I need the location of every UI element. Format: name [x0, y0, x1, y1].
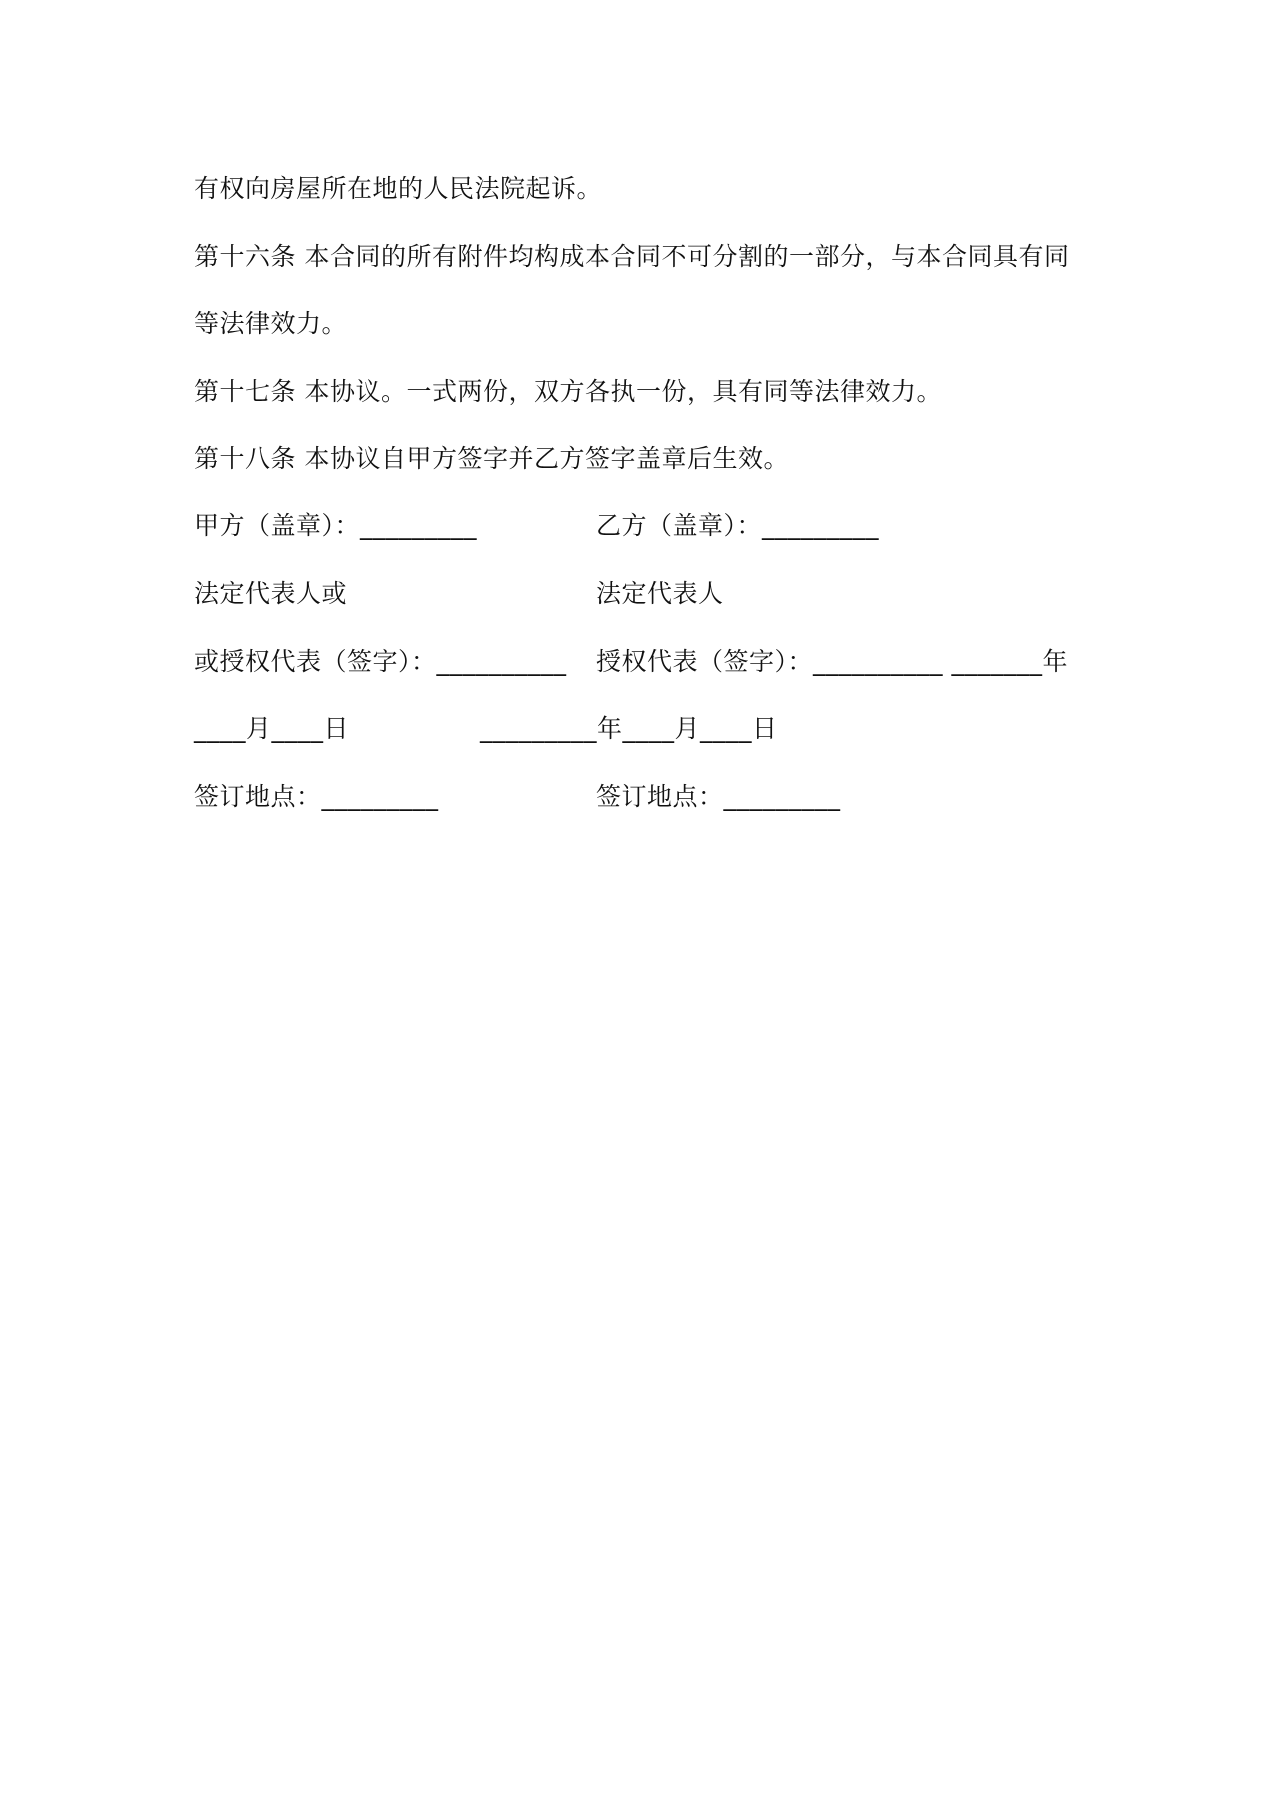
party-a-seal-field: 甲方（盖章）：_________: [194, 511, 478, 540]
party-b-legal-rep-label: 法定代表人: [596, 579, 724, 608]
party-b-authorized-signature-field: 授权代表（签字）：__________ _______年: [596, 647, 1068, 676]
party-a-signing-place-field: 签订地点：_________: [194, 782, 439, 811]
party-b-seal-field: 乙方（盖章）：_________: [596, 511, 880, 540]
party-b-date-field: _________年____月____日: [480, 714, 778, 743]
paragraph-court-clause: 有权向房屋所在地的人民法院起诉。: [194, 174, 603, 203]
article-16-line-2: 等法律效力。: [194, 309, 348, 338]
party-a-authorized-signature-field: 或授权代表（签字）：__________: [194, 647, 567, 676]
party-a-legal-rep-label: 法定代表人或: [194, 579, 348, 608]
party-a-date-field: ____月____日: [194, 714, 350, 743]
article-18: 第十八条 本协议自甲方签字并乙方签字盖章后生效。: [194, 444, 789, 473]
article-16-line-1: 第十六条 本合同的所有附件均构成本合同不可分割的一部分，与本合同具有同: [194, 242, 1070, 271]
party-b-signing-place-field: 签订地点：_________: [596, 782, 841, 811]
article-17: 第十七条 本协议。一式两份，双方各执一份，具有同等法律效力。: [194, 377, 942, 406]
